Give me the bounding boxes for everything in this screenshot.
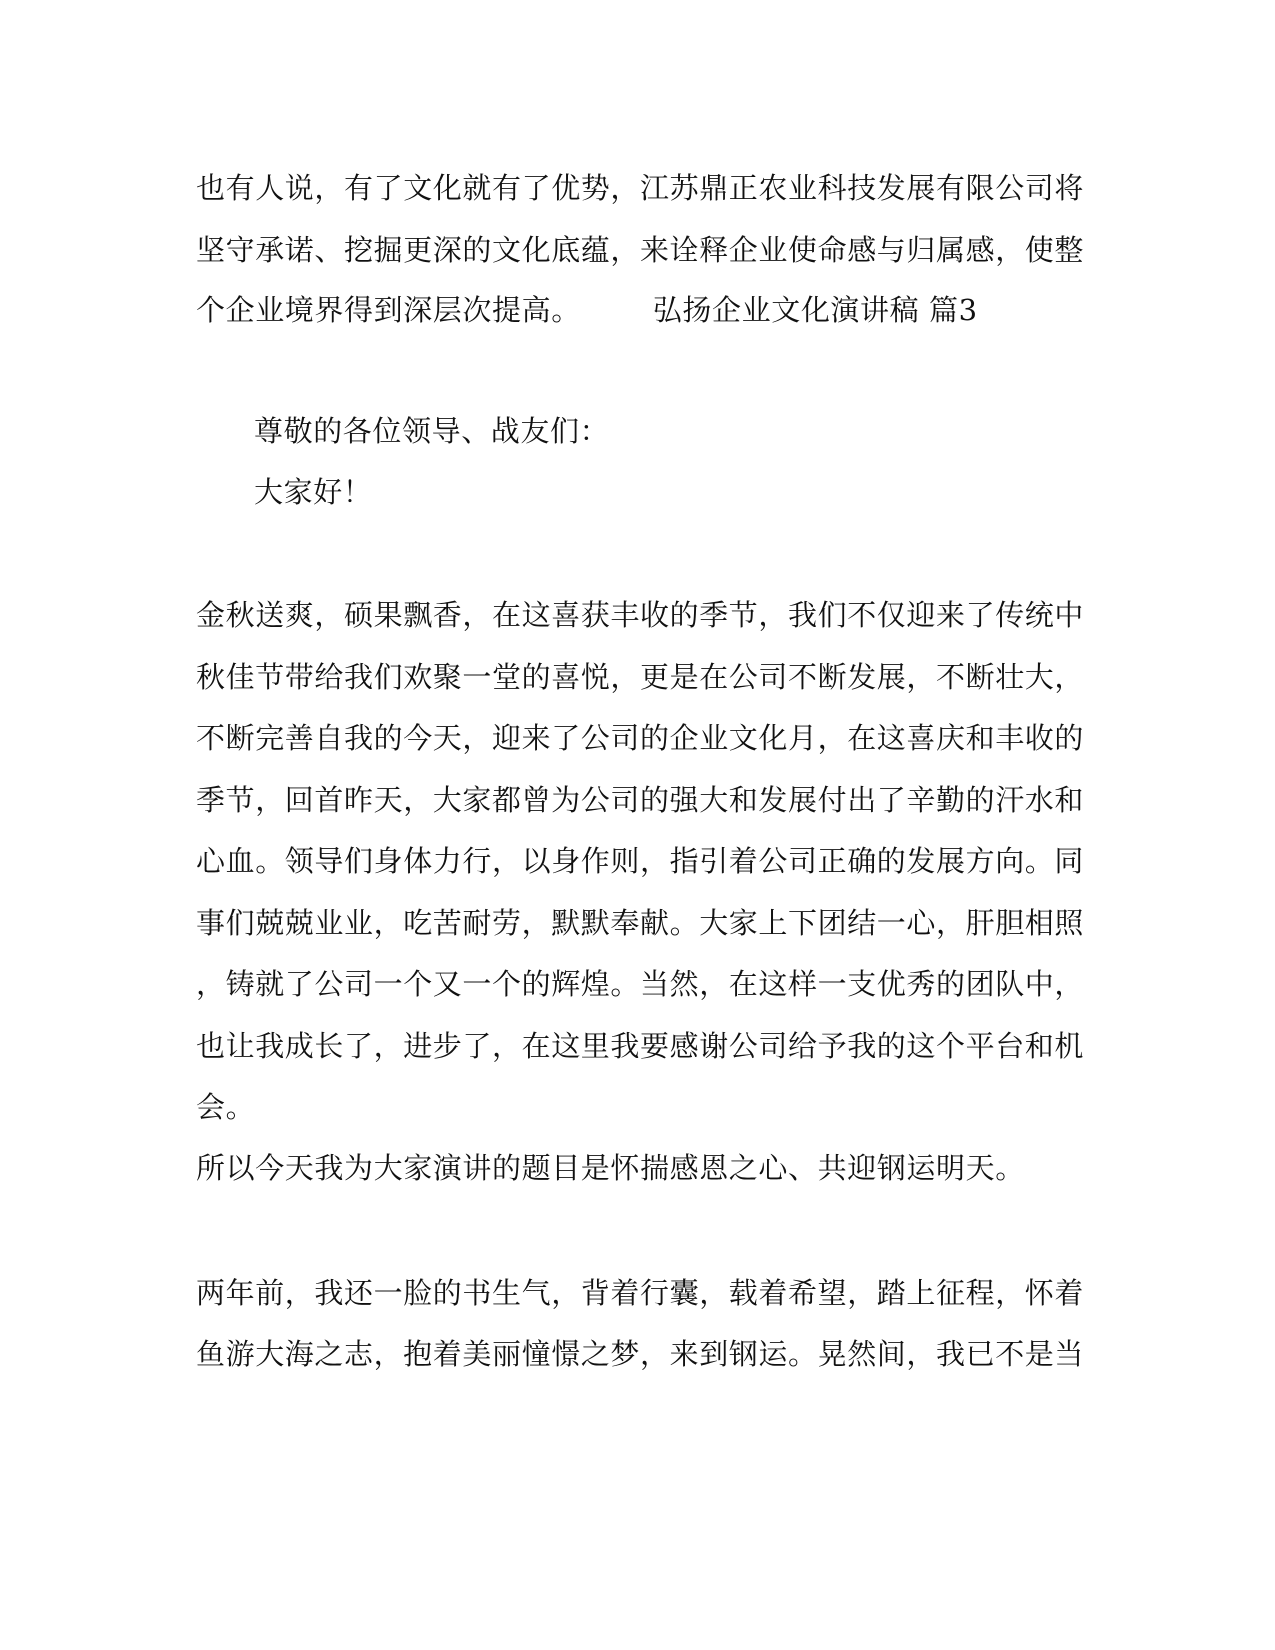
greeting: 大家好！ (254, 475, 373, 509)
paragraph-1-line-2: 坚守承诺、挖掘更深的文化底蕴，来诠释企业使命感与归属感，使整 (196, 233, 1085, 267)
paragraph-2-line-7: ，铸就了公司一个又一个的辉煌。当然，在这样一支优秀的团队中， (196, 967, 1085, 1001)
section-heading: 弘扬企业文化演讲稿 篇3 (652, 293, 978, 327)
paragraph-2-line-4: 季节，回首昨天，大家都曾为公司的强大和发展付出了辛勤的汗水和 (196, 783, 1085, 817)
paragraph-2-line-6: 事们兢兢业业，吃苦耐劳，默默奉献。大家上下团结一心，肝胆相照 (196, 906, 1085, 940)
paragraph-4-line-2: 鱼游大海之志，抱着美丽憧憬之梦，来到钢运。晃然间，我已不是当 (196, 1337, 1085, 1371)
paragraph-2-line-3: 不断完善自我的今天，迎来了公司的企业文化月，在这喜庆和丰收的 (196, 721, 1085, 755)
paragraph-2-line-8: 也让我成长了，进步了，在这里我要感谢公司给予我的这个平台和机 (196, 1029, 1085, 1063)
salutation: 尊敬的各位领导、战友们： (254, 414, 610, 448)
paragraph-1-line-3 (196, 292, 978, 328)
paragraph-2-line-1: 金秋送爽，硕果飘香，在这喜获丰收的季节，我们不仅迎来了传统中 (196, 598, 1085, 632)
paragraph-1-line-1: 也有人说，有了文化就有了优势，江苏鼎正农业科技发展有限公司将 (196, 171, 1085, 205)
paragraph-3: 所以今天我为大家演讲的题目是怀揣感恩之心、共迎钢运明天。 (196, 1151, 1025, 1185)
paragraph-2-line-2: 秋佳节带给我们欢聚一堂的喜悦，更是在公司不断发展，不断壮大， (196, 660, 1085, 694)
paragraph-2-line-9: 会。 (196, 1090, 256, 1124)
paragraph-1-line-3-text: 个企业境界得到深层次提高。 (196, 293, 581, 327)
paragraph-4-line-1: 两年前，我还一脸的书生气，背着行囊，载着希望，踏上征程，怀着 (196, 1276, 1085, 1310)
paragraph-2-line-5: 心血。领导们身体力行，以身作则，指引着公司正确的发展方向。同 (196, 844, 1085, 878)
